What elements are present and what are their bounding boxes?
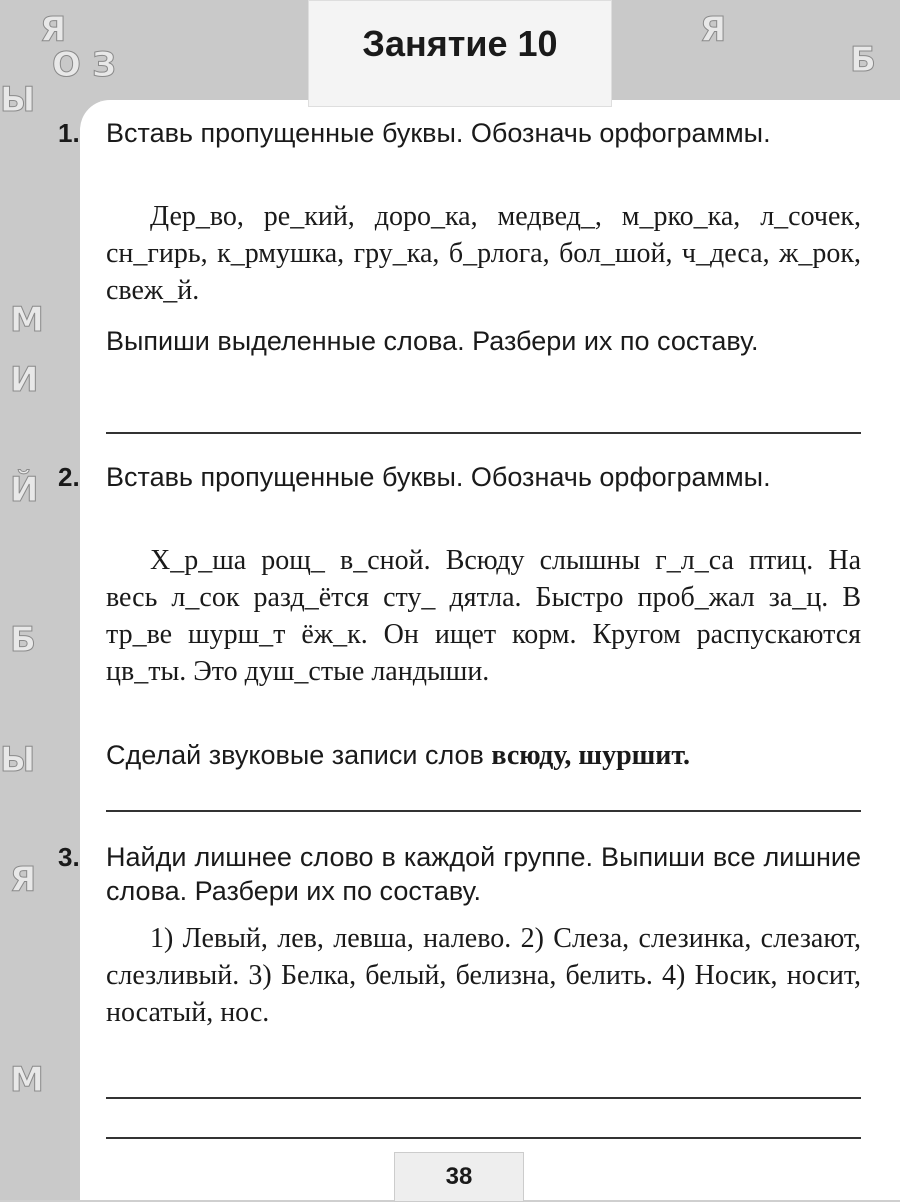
task-followup: Выпиши выделенные слова. Разбери их по составу.: [106, 326, 759, 356]
task-number: 3.: [58, 842, 80, 872]
task-number: 1.: [58, 118, 80, 148]
answer-line: [106, 1137, 861, 1139]
page-number: 38: [445, 1163, 473, 1190]
decorative-letter: Б: [10, 620, 36, 660]
decorative-letter: О: [52, 45, 81, 85]
decorative-letter: Ы: [0, 80, 36, 120]
task-instruction: Вставь пропущенные буквы. Обозначь орфограммы.: [106, 462, 771, 492]
answer-line: [106, 432, 861, 434]
answer-line: [106, 1097, 861, 1099]
decorative-letter: Ы: [0, 740, 36, 780]
task-followup: [106, 738, 861, 773]
followup-words: всюду, шуршит.: [491, 740, 691, 771]
followup-text: Сделай звуковые записи слов: [106, 740, 484, 770]
title-tab: [308, 0, 612, 107]
page-number-box: [394, 1152, 524, 1202]
decorative-letter: Я: [700, 10, 727, 50]
decorative-letter: Я: [10, 860, 37, 900]
page-title: Занятие 10: [362, 23, 558, 64]
task-number: 2.: [58, 462, 80, 492]
decorative-letter: Й: [10, 470, 39, 510]
decorative-letter: М: [10, 1060, 44, 1100]
task-instruction: Найди лишнее слово в каждой группе. Выпиши все лишние слова. Разбери их по составу.: [106, 842, 861, 906]
decorative-letter: Б: [850, 40, 876, 80]
task-text: Х_р_ша рощ_ в_сной. Всюду слышны г_л_са птиц. На весь л_сок разд_ётся сту_ дятла. Быстро проб_жал за_ц. В тр_ве шурш_т ёж_к. Он ищет корм. Кругом распускаются цв_ты. Это душ_стые ландыши.: [106, 545, 861, 687]
decorative-letter: М: [10, 300, 44, 340]
task-text: Дер_во, ре_кий, доро_ка, медвед_, м_рко_ка, л_сочек, сн_гирь, к_рмушка, гру_ка, б_рлога, бол_шой, ч_деса, ж_рок, свеж_й.: [106, 201, 861, 306]
answer-line: [106, 810, 861, 812]
task-instruction: Вставь пропущенные буквы. Обозначь орфограммы.: [106, 118, 771, 148]
decorative-letter: Я: [40, 10, 67, 50]
task-text: 1) Левый, лев, левша, налево. 2) Слеза, слезинка, слезают, слезливый. 3) Белка, белый, белизна, белить. 4) Носик, носит, носатый, нос.: [106, 923, 861, 1028]
decorative-letter: И: [10, 360, 39, 400]
decorative-letter: З: [92, 45, 117, 85]
